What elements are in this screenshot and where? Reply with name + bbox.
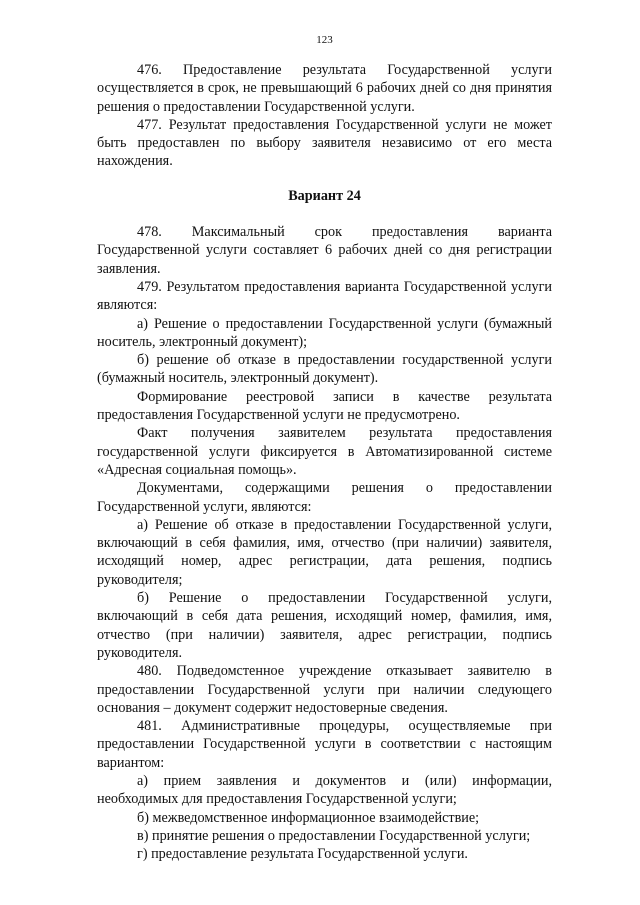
list-item-b-decision: б) Решение о предоставлении Государственной услуги, включающий в себя дата решения, исходящий номер, фамилия, имя, отчество (при наличии) заявителя, адрес регистрации, подпись руководителя. bbox=[97, 590, 552, 661]
section-heading: Вариант 24 bbox=[288, 187, 361, 204]
paragraph-476: 476. Предоставление результата Государственной услуги осуществляется в срок, не превышающий 6 рабочих дней со дня принятия решения о предоставлении Государственной услуги. bbox=[97, 62, 552, 115]
paragraph-registry: Формирование реестровой записи в качестве результата предоставления Государственной услуги не предусмотрено. bbox=[97, 388, 552, 424]
spacer bbox=[97, 205, 552, 223]
paragraph-480: 480. Подведомстенное учреждение отказывает заявителю в предоставлении Государственной услуги при наличии следующего основания – документ содержит недостоверные сведения. bbox=[97, 663, 552, 716]
list-item-a-refusal: а) Решение об отказе в предоставлении Государственной услуги, включающий в себя фамилия, имя, отчество (при наличии) заявителя, исходящий номер, адрес регистрации, дата решения, подпись руководителя; bbox=[97, 516, 552, 588]
procedure-item-d: г) предоставление результата Государственной услуги. bbox=[137, 846, 468, 863]
procedure-item-b: б) межведомственное информационное взаимодействие; bbox=[137, 809, 480, 826]
paragraph-479: 479. Результатом предоставления варианта Государственной услуги являются: bbox=[97, 278, 552, 314]
list-item-b-result: б) решение об отказе в предоставлении государственной услуги (бумажный носитель, электронный документ). bbox=[97, 352, 552, 387]
document-body bbox=[97, 61, 552, 863]
paragraph-481: 481. Административные процедуры, осуществляемые при предоставлении Государственной услуги в соответствии с настоящим вариантом: bbox=[97, 718, 552, 771]
list-item-a-result: а) Решение о предоставлении Государственной услуги (бумажный носитель, электронный документ); bbox=[97, 315, 552, 350]
procedure-item-a: а) прием заявления и документов и (или) информации, необходимых для предоставления Государственной услуги; bbox=[97, 772, 552, 808]
paragraph-fact: Факт получения заявителем результата предоставления государственной услуги фиксируется в Автоматизированной системе «Адресная социальная помощь». bbox=[97, 425, 552, 478]
procedure-item-c: в) принятие решения о предоставлении Государственной услуги; bbox=[137, 827, 531, 844]
paragraph-documents: Документами, содержащими решения о предоставлении Государственной услуги, являются: bbox=[97, 480, 552, 515]
paragraph-477: 477. Результат предоставления Государственной услуги не может быть предоставлен по выбору заявителя независимо от его места нахождения. bbox=[97, 116, 552, 170]
paragraph-478: 478. Максимальный срок предоставления варианта Государственной услуги составляет 6 рабочих дней со дня регистрации заявления. bbox=[97, 224, 552, 277]
page-number: 123 bbox=[316, 34, 333, 46]
spacer bbox=[97, 171, 552, 187]
